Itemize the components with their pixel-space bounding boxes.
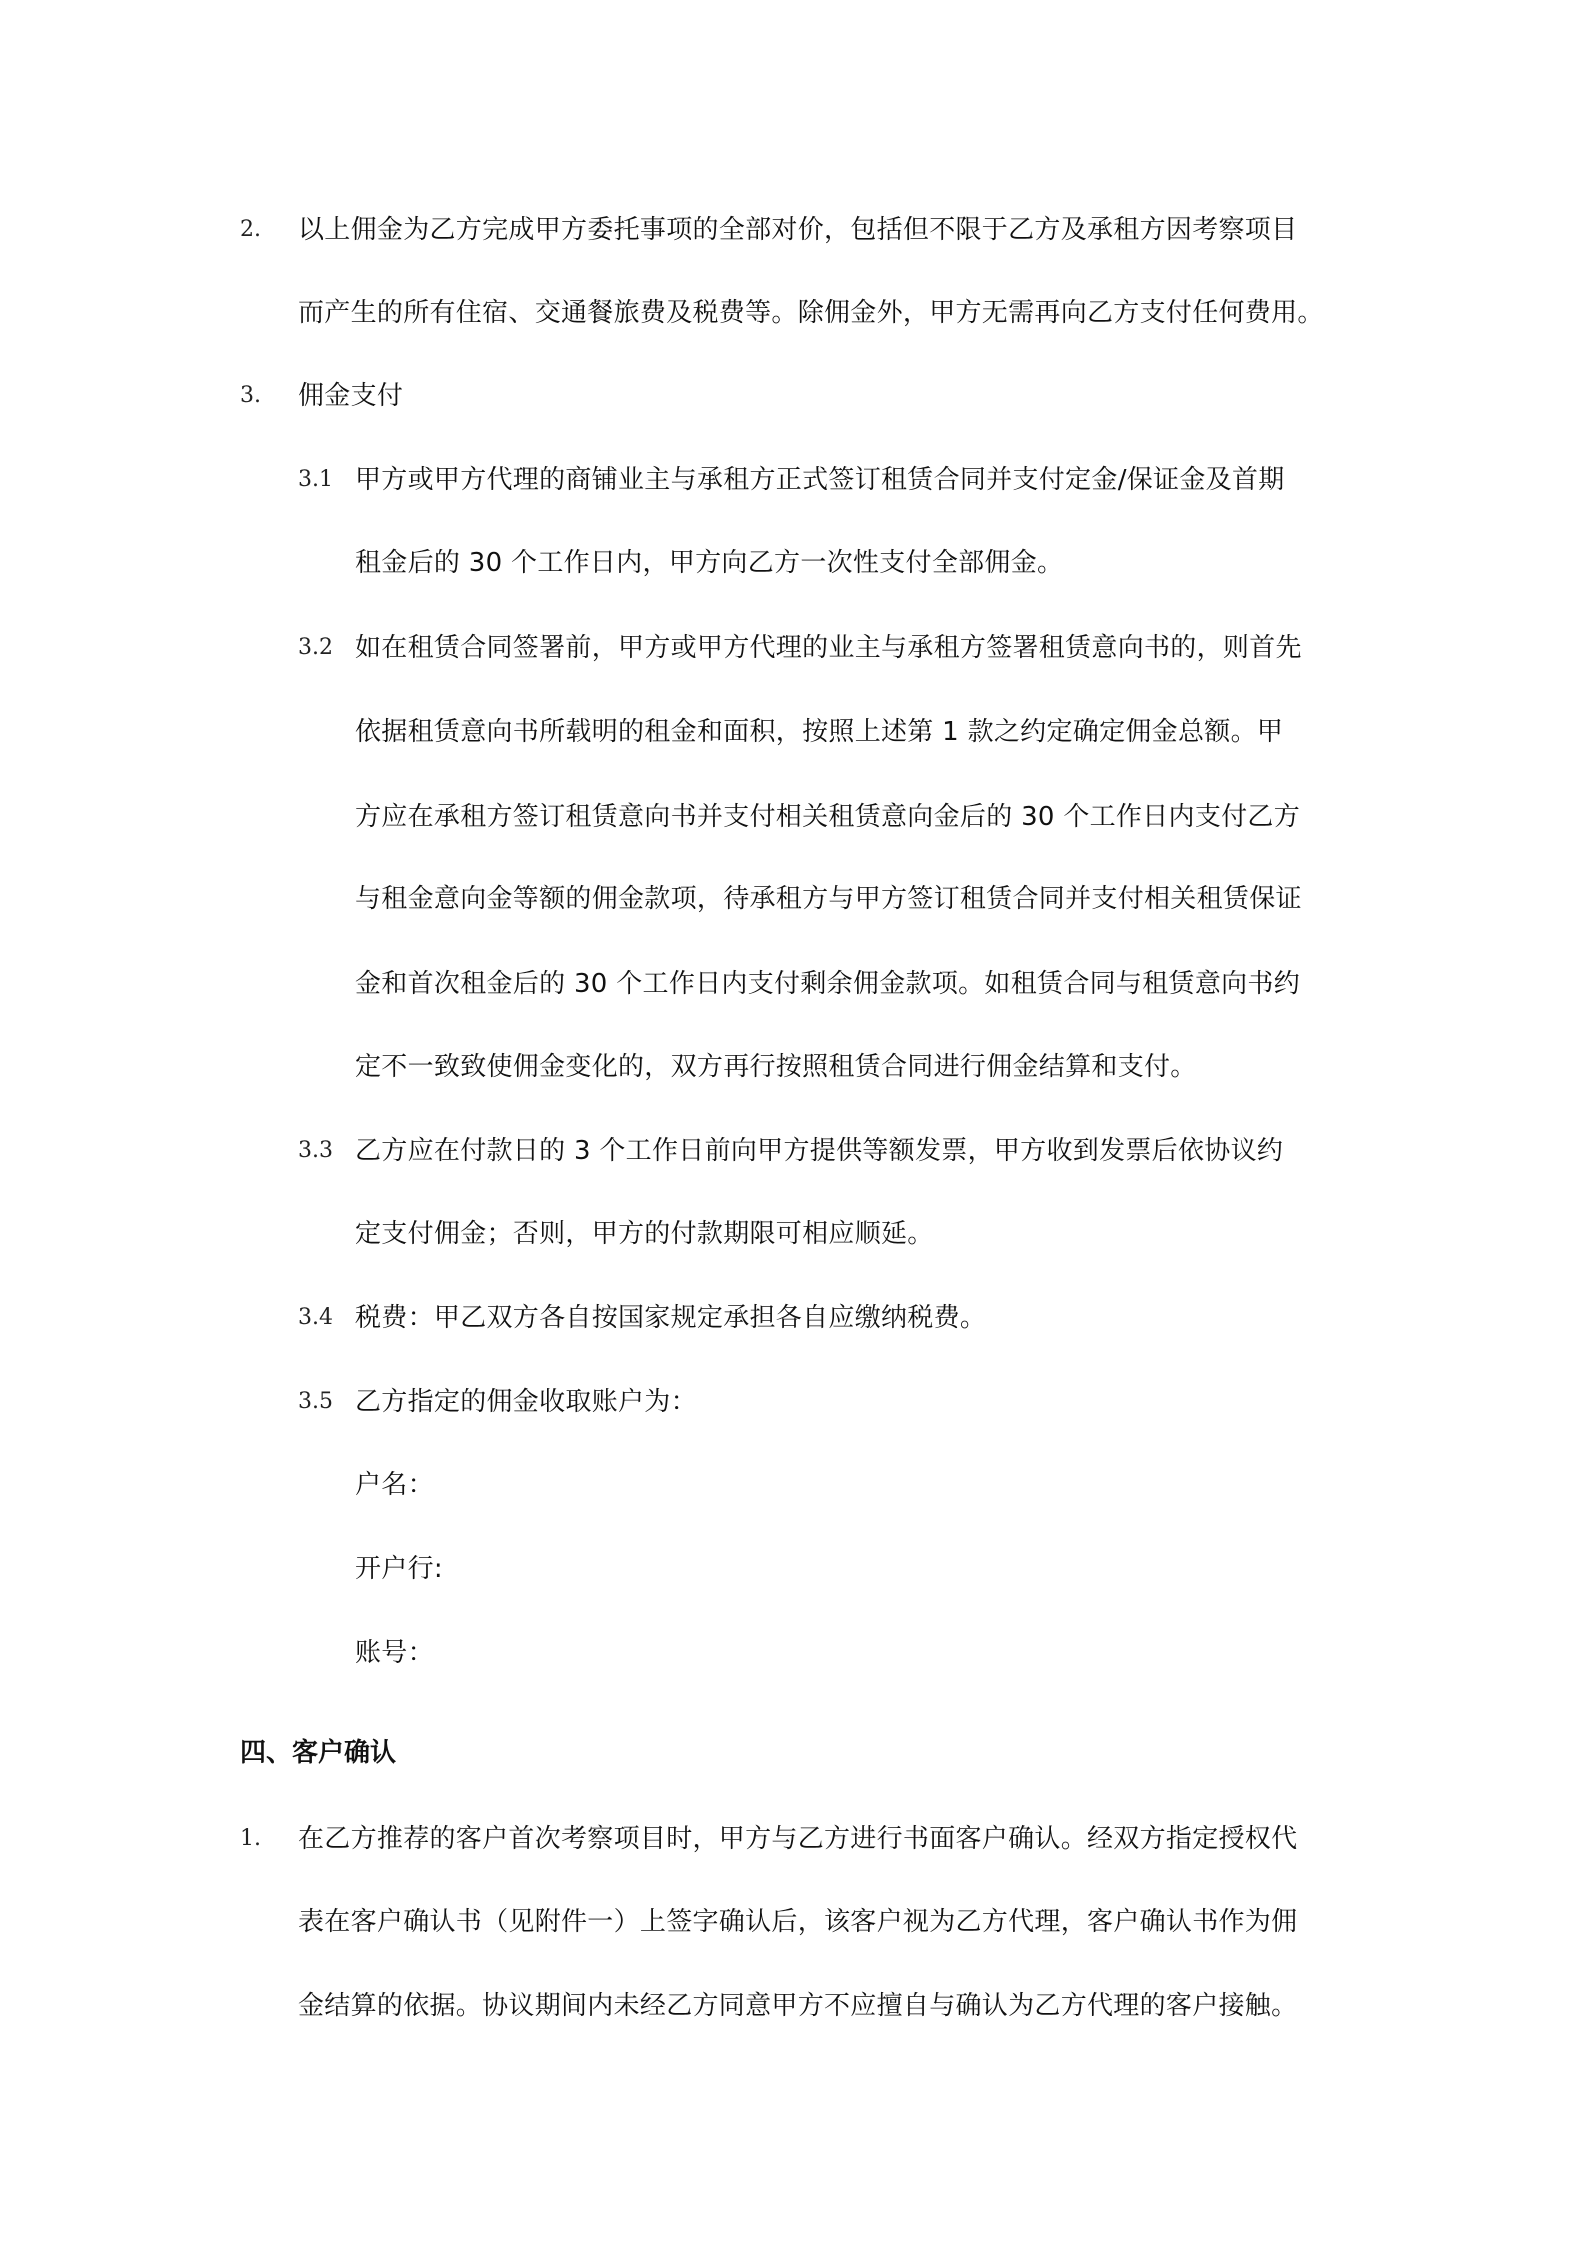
paragraph-line: 而产生的所有住宿、交通餐旅费及税费等。除佣金外，甲方无需再向乙方支付任何费用。 — [298, 298, 1324, 328]
paragraph-line: 以上佣金为乙方完成甲方委托事项的全部对价，包括但不限于乙方及承租方因考察项目 — [298, 215, 1298, 245]
section-heading: 四、客户确认 — [240, 1738, 397, 1768]
paragraph-line: 依据租赁意向书所载明的租金和面积，按照上述第 1 款之约定确定佣金总额。甲 — [355, 717, 1284, 747]
paragraph-line: 定支付佣金；否则，甲方的付款期限可相应顺延。 — [355, 1219, 934, 1249]
paragraph-line: 税费：甲乙双方各自按国家规定承担各自应缴纳税费。 — [355, 1303, 987, 1333]
subitem-number: 3.1 — [298, 467, 333, 492]
paragraph-line: 金和首次租金后的 30 个工作日内支付剩余佣金款项。如租赁合同与租赁意向书约 — [355, 969, 1301, 999]
paragraph-line: 如在租赁合同签署前，甲方或甲方代理的业主与承租方签署租赁意向书的，则首先 — [355, 633, 1302, 663]
subitem-number: 3.2 — [298, 635, 333, 660]
subitem-number: 3.4 — [298, 1305, 333, 1330]
paragraph-line: 乙方应在付款日的 3 个工作日前向甲方提供等额发票，甲方收到发票后依协议约 — [355, 1136, 1284, 1166]
paragraph-line: 在乙方推荐的客户首次考察项目时，甲方与乙方进行书面客户确认。经双方指定授权代 — [298, 1824, 1298, 1854]
paragraph-line: 乙方指定的佣金收取账户为： — [355, 1387, 697, 1417]
account-name-label: 户名： — [355, 1470, 434, 1500]
paragraph-line: 租金后的 30 个工作日内，甲方向乙方一次性支付全部佣金。 — [355, 548, 1064, 578]
item-title: 佣金支付 — [298, 381, 404, 411]
account-number-label: 账号： — [355, 1638, 434, 1668]
paragraph-line: 表在客户确认书（见附件一）上签字确认后，该客户视为乙方代理，客户确认书作为佣 — [298, 1907, 1298, 1937]
bank-label: 开户行: — [355, 1554, 443, 1584]
item-number: 1. — [240, 1826, 261, 1851]
paragraph-line: 甲方或甲方代理的商铺业主与承租方正式签订租赁合同并支付定金/保证金及首期 — [355, 465, 1285, 495]
paragraph-line: 定不一致致使佣金变化的，双方再行按照租赁合同进行佣金结算和支付。 — [355, 1052, 1197, 1082]
paragraph-line: 金结算的依据。协议期间内未经乙方同意甲方不应擅自与确认为乙方代理的客户接触。 — [298, 1991, 1298, 2021]
item-number: 2. — [240, 217, 261, 242]
subitem-number: 3.3 — [298, 1138, 333, 1163]
subitem-number: 3.5 — [298, 1389, 333, 1414]
item-number: 3. — [240, 383, 261, 408]
paragraph-line: 与租金意向金等额的佣金款项，待承租方与甲方签订租赁合同并支付相关租赁保证 — [355, 884, 1302, 914]
paragraph-line: 方应在承租方签订租赁意向书并支付相关租赁意向金后的 30 个工作日内支付乙方 — [355, 802, 1301, 832]
